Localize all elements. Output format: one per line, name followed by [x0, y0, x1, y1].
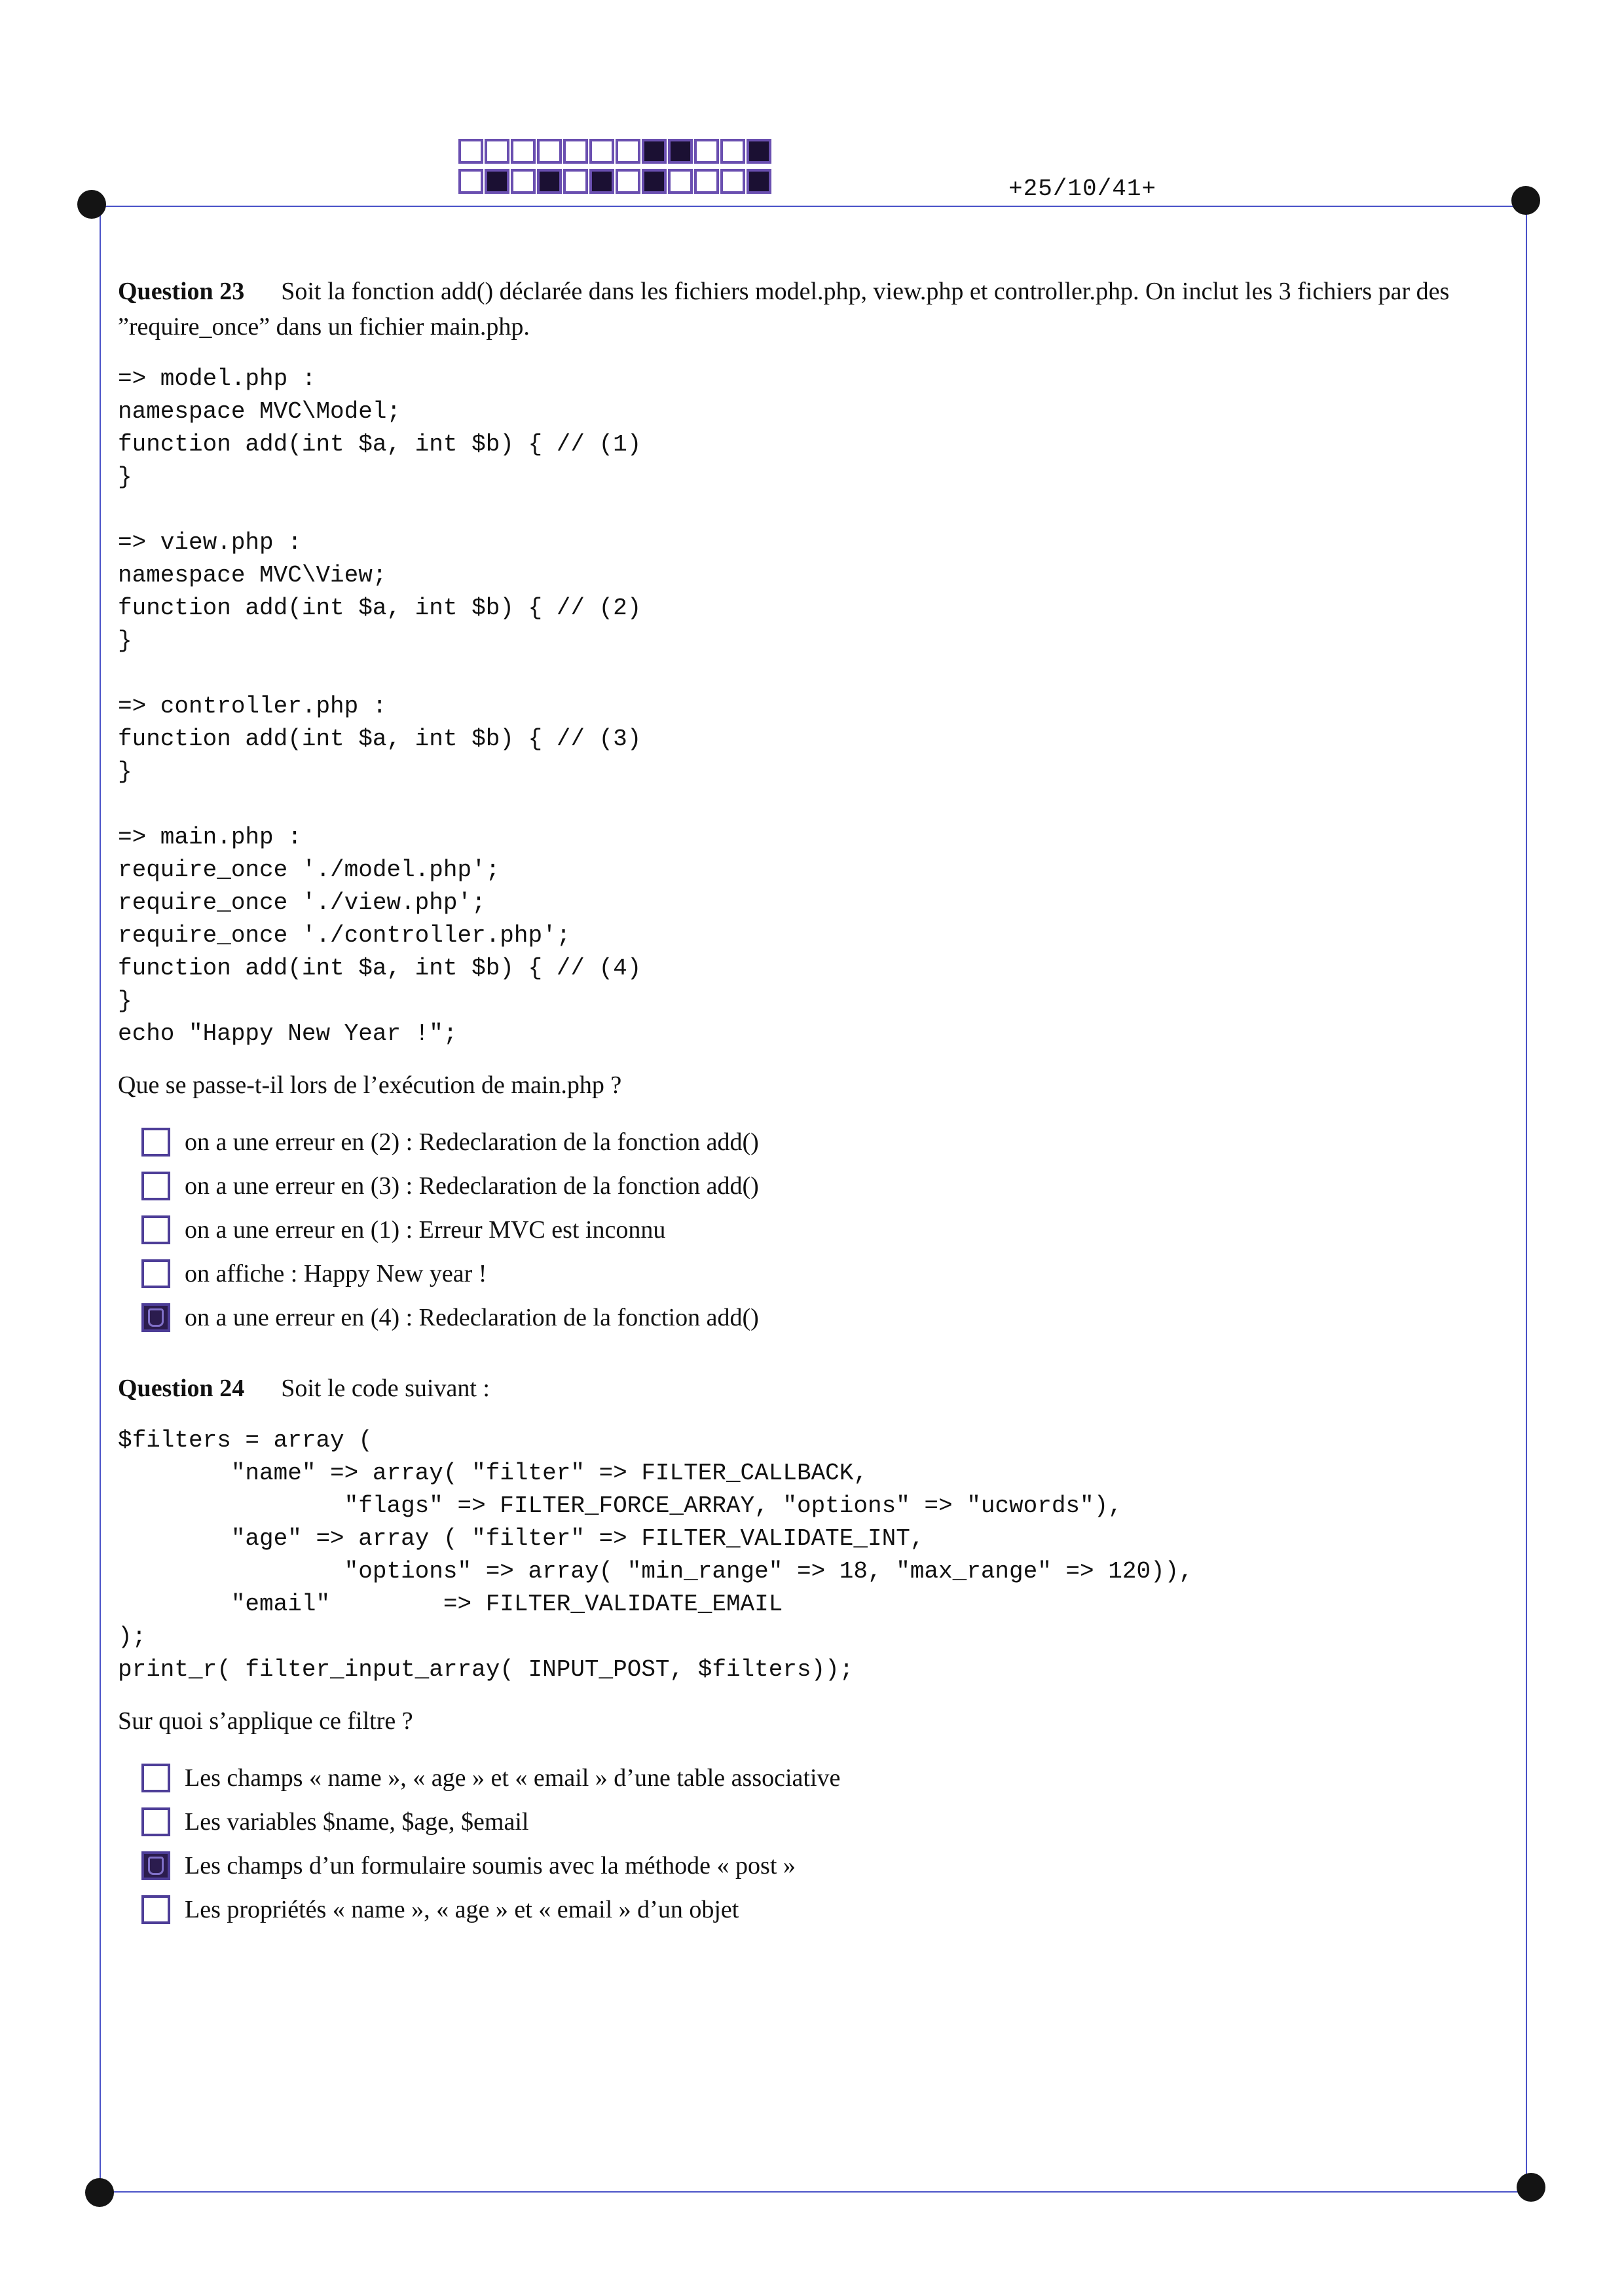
answer-option	[141, 1208, 1506, 1251]
answer-label: on affiche : Happy New year !	[185, 1259, 487, 1287]
answer-label: Les variables $name, $age, $email	[185, 1807, 529, 1836]
answer-checkbox[interactable]	[141, 1259, 170, 1288]
answer-checkbox[interactable]	[141, 1303, 170, 1332]
answer-option	[141, 1295, 1506, 1339]
answer-label: on a une erreur en (3) : Redeclaration de la fonction add()	[185, 1172, 759, 1200]
answer-option	[141, 1120, 1506, 1164]
question-24	[118, 1371, 1506, 1931]
id-mark-cell	[747, 169, 771, 194]
corner-mark-top-right	[1511, 186, 1540, 215]
id-mark-cell	[563, 169, 588, 194]
answer-list	[118, 1120, 1506, 1339]
main-content	[118, 274, 1506, 1931]
question-number: Question 24	[118, 1375, 245, 1402]
code-block: => model.php : namespace MVC\Model; function add(int $a, int $b) { // (1) } => view.php : namespace MVC\View; function add(int $a, int $b) { // (2) } => controller.php : function add(int $a, int $b) { // (3) } => main.php : require_once './model.php'; require_once './view.php'; require_once './controller.php'; function add(int $a, int $b) { // (4) } echo "Happy New Year !";	[118, 365, 642, 1047]
question-intro-text: Soit le code suivant :	[281, 1375, 490, 1402]
answer-option	[141, 1887, 1506, 1931]
student-id-marks	[458, 139, 773, 194]
id-mark-cell	[563, 139, 588, 164]
answer-option	[141, 1756, 1506, 1800]
id-mark-cell	[668, 139, 693, 164]
answer-list	[118, 1756, 1506, 1931]
id-mark-cell	[511, 169, 536, 194]
page-code: +25/10/41+	[1008, 176, 1157, 202]
answer-option	[141, 1800, 1506, 1843]
id-mark-cell	[485, 139, 509, 164]
answer-checkbox[interactable]	[141, 1128, 170, 1157]
id-mark-cell	[694, 169, 719, 194]
corner-mark-bottom-left	[85, 2178, 114, 2207]
id-mark-cell	[616, 139, 640, 164]
id-mark-cell	[642, 169, 667, 194]
question-prompt: Que se passe-t-il lors de l’exécution de main.php ?	[118, 1071, 622, 1099]
answer-option	[141, 1164, 1506, 1208]
id-mark-cell	[458, 139, 483, 164]
id-mark-cell	[668, 169, 693, 194]
id-mark-cell	[720, 139, 745, 164]
id-mark-cell	[485, 169, 509, 194]
id-mark-cell	[747, 139, 771, 164]
question-prompt: Sur quoi s’applique ce filtre ?	[118, 1707, 413, 1735]
answer-label: Les champs d’un formulaire soumis avec la méthode « post »	[185, 1851, 796, 1879]
answer-checkbox[interactable]	[141, 1764, 170, 1792]
id-mark-cell	[458, 169, 483, 194]
answer-checkbox[interactable]	[141, 1172, 170, 1200]
id-mark-cell	[537, 139, 562, 164]
code-block: $filters = array ( "name" => array( "filter" => FILTER_CALLBACK, "flags" => FILTER_FORCE_ARRAY, "options" => "ucwords"), "age" => array ( "filter" => FILTER_VALIDATE_INT, "options" => array( "min_range" => 18, "max_range" => 120)), "email" => FILTER_VALIDATE_EMAIL ); print_r( filter_input_array( INPUT_POST, $filters));	[118, 1427, 1193, 1683]
id-mark-cell	[511, 139, 536, 164]
corner-mark-bottom-right	[1517, 2173, 1545, 2202]
answer-label: on a une erreur en (2) : Redeclaration de la fonction add()	[185, 1128, 759, 1156]
answer-label: Les champs « name », « age » et « email » d’une table associative	[185, 1764, 841, 1792]
id-mark-row	[458, 169, 773, 194]
id-mark-cell	[642, 139, 667, 164]
question-23	[118, 274, 1506, 1339]
answer-option	[141, 1251, 1506, 1295]
id-mark-cell	[616, 169, 640, 194]
answer-label: Les propriétés « name », « age » et « email » d’un objet	[185, 1895, 739, 1923]
answer-checkbox[interactable]	[141, 1215, 170, 1244]
answer-checkbox[interactable]	[141, 1807, 170, 1836]
id-mark-cell	[589, 169, 614, 194]
id-mark-cell	[694, 139, 719, 164]
question-number: Question 23	[118, 278, 245, 305]
answer-checkbox[interactable]	[141, 1895, 170, 1924]
question-24-intro	[118, 1371, 1506, 1406]
answer-checkbox[interactable]	[141, 1851, 170, 1880]
question-intro-text: Soit la fonction add() déclarée dans les fichiers model.php, view.php et controller.php. On inclut les 3 fichiers par des ”require_once” dans un fichier main.php.	[118, 278, 1450, 341]
id-mark-cell	[589, 139, 614, 164]
id-mark-cell	[537, 169, 562, 194]
id-mark-row	[458, 139, 773, 164]
answer-label: on a une erreur en (1) : Erreur MVC est inconnu	[185, 1215, 666, 1244]
id-mark-cell	[720, 169, 745, 194]
answer-label: on a une erreur en (4) : Redeclaration de la fonction add()	[185, 1303, 759, 1331]
answer-option	[141, 1843, 1506, 1887]
question-23-intro	[118, 274, 1506, 344]
corner-mark-top-left	[77, 190, 106, 219]
